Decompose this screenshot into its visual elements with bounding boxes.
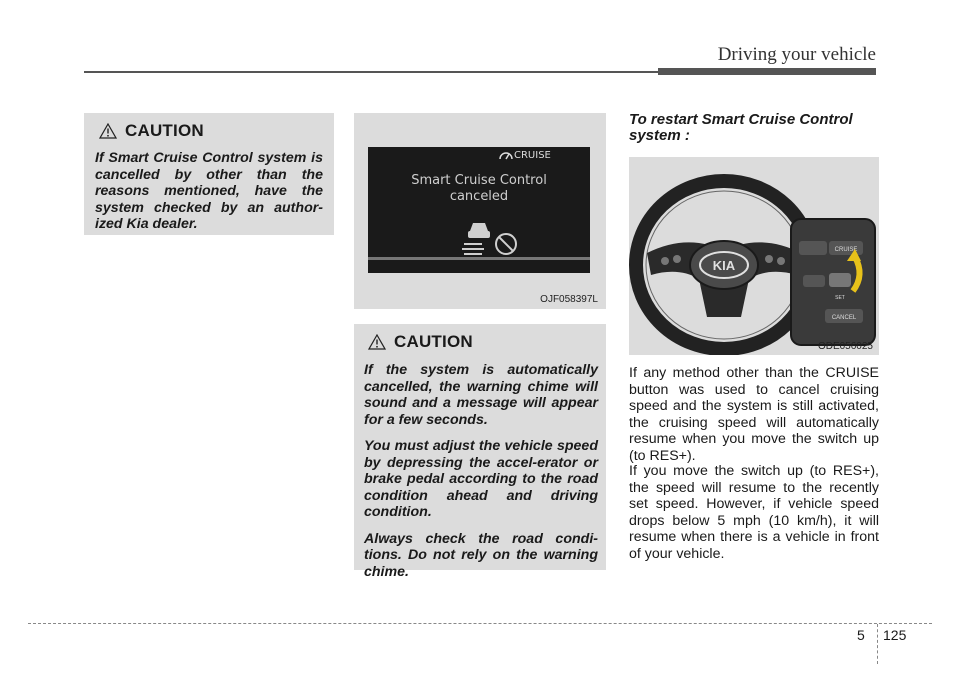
header-rule-accent (658, 68, 876, 75)
caution-text: Always check the road condi-tions. Do not rely on the warning chime. (364, 530, 598, 580)
steering-wheel-figure (629, 157, 879, 355)
caution-box-1 (84, 113, 334, 235)
figure-code: OJF058397L (540, 294, 598, 305)
caution-text: If the system is automatically cancelled, the warning chime will sound and a message will appear for a few seconds. (364, 362, 598, 428)
page-divider (877, 624, 878, 664)
warning-triangle-icon (368, 334, 386, 350)
footer-rule (28, 623, 932, 624)
header-title: Driving your vehicle (717, 44, 876, 65)
wheel-cruise-label: CRUISE (834, 247, 858, 253)
caution-title: CAUTION (125, 121, 204, 140)
scc-canceled-icon (462, 217, 524, 257)
screen-message (368, 173, 590, 205)
chapter-number: 5 (857, 627, 865, 643)
cruise-speedometer-icon (498, 149, 514, 161)
body-paragraph: If any method other than the CRUISE button was used to cancel cruising speed and the system is still activated, the cruising speed will automatically resume when you move the switch up (to RES+). (629, 365, 879, 464)
cluster-display-figure (354, 113, 606, 309)
screen-divider (368, 257, 590, 260)
figure-code: ODE056025 (817, 341, 873, 352)
cluster-screen (368, 147, 590, 273)
caution-header (368, 332, 598, 352)
caution-title: CAUTION (394, 332, 473, 351)
screen-message-line2: canceled (449, 189, 509, 204)
wheel-cancel-label: CANCEL (831, 315, 857, 321)
steering-wheel-illustration (629, 157, 879, 355)
wheel-brand-label: KIA (712, 258, 736, 273)
cruise-indicator (498, 149, 551, 161)
page-number: 125 (883, 627, 907, 643)
caution-text: You must adjust the vehicle speed by depressing the accel-erator or brake pedal according to the road condition ahead and driving condition. (364, 438, 598, 520)
caution-header (99, 121, 323, 141)
body-paragraph: If you move the switch up (to RES+), the speed will resume to the recently set speed. However, if vehicle speed drops below 5 mph (10 km/h), it will resume when there is a vehicle in front of your vehicle. (629, 463, 879, 562)
warning-triangle-icon (99, 123, 117, 139)
section-heading: To restart Smart Cruise Control system : (629, 111, 853, 144)
screen-message-line1: Smart Cruise Control (411, 173, 547, 188)
cruise-label: CRUISE (514, 149, 551, 161)
wheel-set-label: SET (835, 295, 845, 301)
caution-text: If Smart Cruise Control system is cancelled by other than the reasons mentioned, have the system checked by an author-ized Kia dealer. (95, 150, 323, 232)
caution-box-2 (354, 324, 606, 580)
